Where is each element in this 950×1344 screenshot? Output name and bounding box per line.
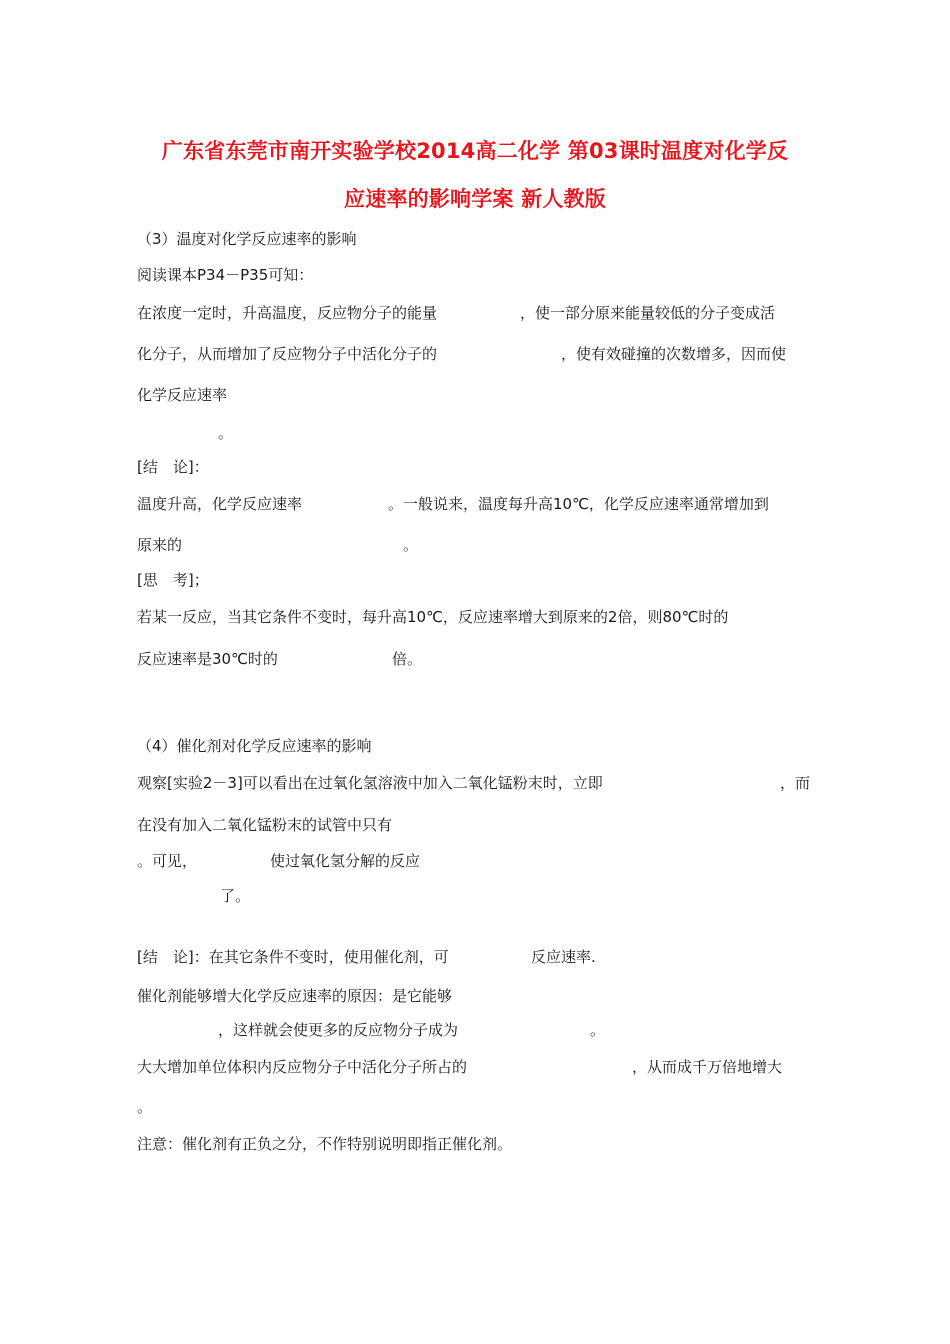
section4-r2a: ，这样就会使更多的反应物分子成为 [218, 1021, 459, 1039]
section4-r4: 。 [137, 1098, 153, 1116]
section3-conclusion-label: [结 论]： [137, 458, 209, 476]
section3-think-label: [思 考]； [137, 571, 209, 589]
section4-c1b: 反应速率. [531, 948, 596, 966]
section4-note: 注意：催化剂有正负之分，不作特别说明即指正催化剂。 [137, 1135, 513, 1153]
section3-c2a: 原来的 [137, 536, 183, 554]
section3-p2a: 化分子，从而增加了反应物分子中活化分子的 [137, 345, 438, 363]
section3-t2b: 倍。 [392, 650, 423, 668]
section3-t1: 若某一反应，当其它条件不变时，每升高10℃，反应速率增大到原来的2倍，则80℃时的 [137, 608, 729, 626]
section3-p1a: 在浓度一定时，升高温度，反应物分子的能量 [137, 304, 438, 322]
section4-r1: 催化剂能够增大化学反应速率的原因：是它能够 [137, 987, 453, 1005]
section3-p4: 。 [218, 424, 234, 442]
section4-heading: （4）催化剂对化学反应速率的影响 [137, 737, 372, 755]
section3-c1b: 。一般说来，温度每升高10℃，化学反应速率通常增加到 [388, 495, 769, 513]
section3-c1a: 温度升高，化学反应速率 [137, 495, 303, 513]
section4-o1a: 观察[实验2－3]可以看出在过氧化氢溶液中加入二氧化锰粉末时，立即 [137, 774, 603, 792]
section4-o3a: 。可见， [137, 852, 198, 870]
section3-p3: 化学反应速率 [137, 386, 228, 404]
section3-p1b: ，使一部分原来能量较低的分子变成活 [520, 304, 776, 322]
section3-heading: （3）温度对化学反应速率的影响 [137, 230, 357, 248]
section4-o1b: ，而 [780, 774, 811, 792]
title-line-2: 应速率的影响学案 新人教版 [344, 187, 606, 211]
section4-o2: 在没有加入二氧化锰粉末的试管中只有 [137, 816, 393, 834]
section3-read: 阅读课本P34－P35可知： [137, 266, 314, 284]
section4-r3a: 大大增加单位体积内反应物分子中活化分子所占的 [137, 1058, 468, 1076]
section4-o4: 了。 [220, 887, 251, 905]
section4-r2b: 。 [590, 1021, 606, 1039]
section3-p2b: ，使有效碰撞的次数增多，因而使 [561, 345, 787, 363]
section4-o3b: 使过氧化氢分解的反应 [270, 852, 421, 870]
section3-c2b: 。 [403, 536, 419, 554]
title-line-1: 广东省东莞市南开实验学校2014高二化学 第03课时温度对化学反 [161, 139, 789, 163]
section4-c1a: [结 论]：在其它条件不变时，使用催化剂，可 [137, 948, 449, 966]
section4-r3b: ，从而成千万倍地增大 [632, 1058, 783, 1076]
section3-t2a: 反应速率是30℃时的 [137, 650, 278, 668]
